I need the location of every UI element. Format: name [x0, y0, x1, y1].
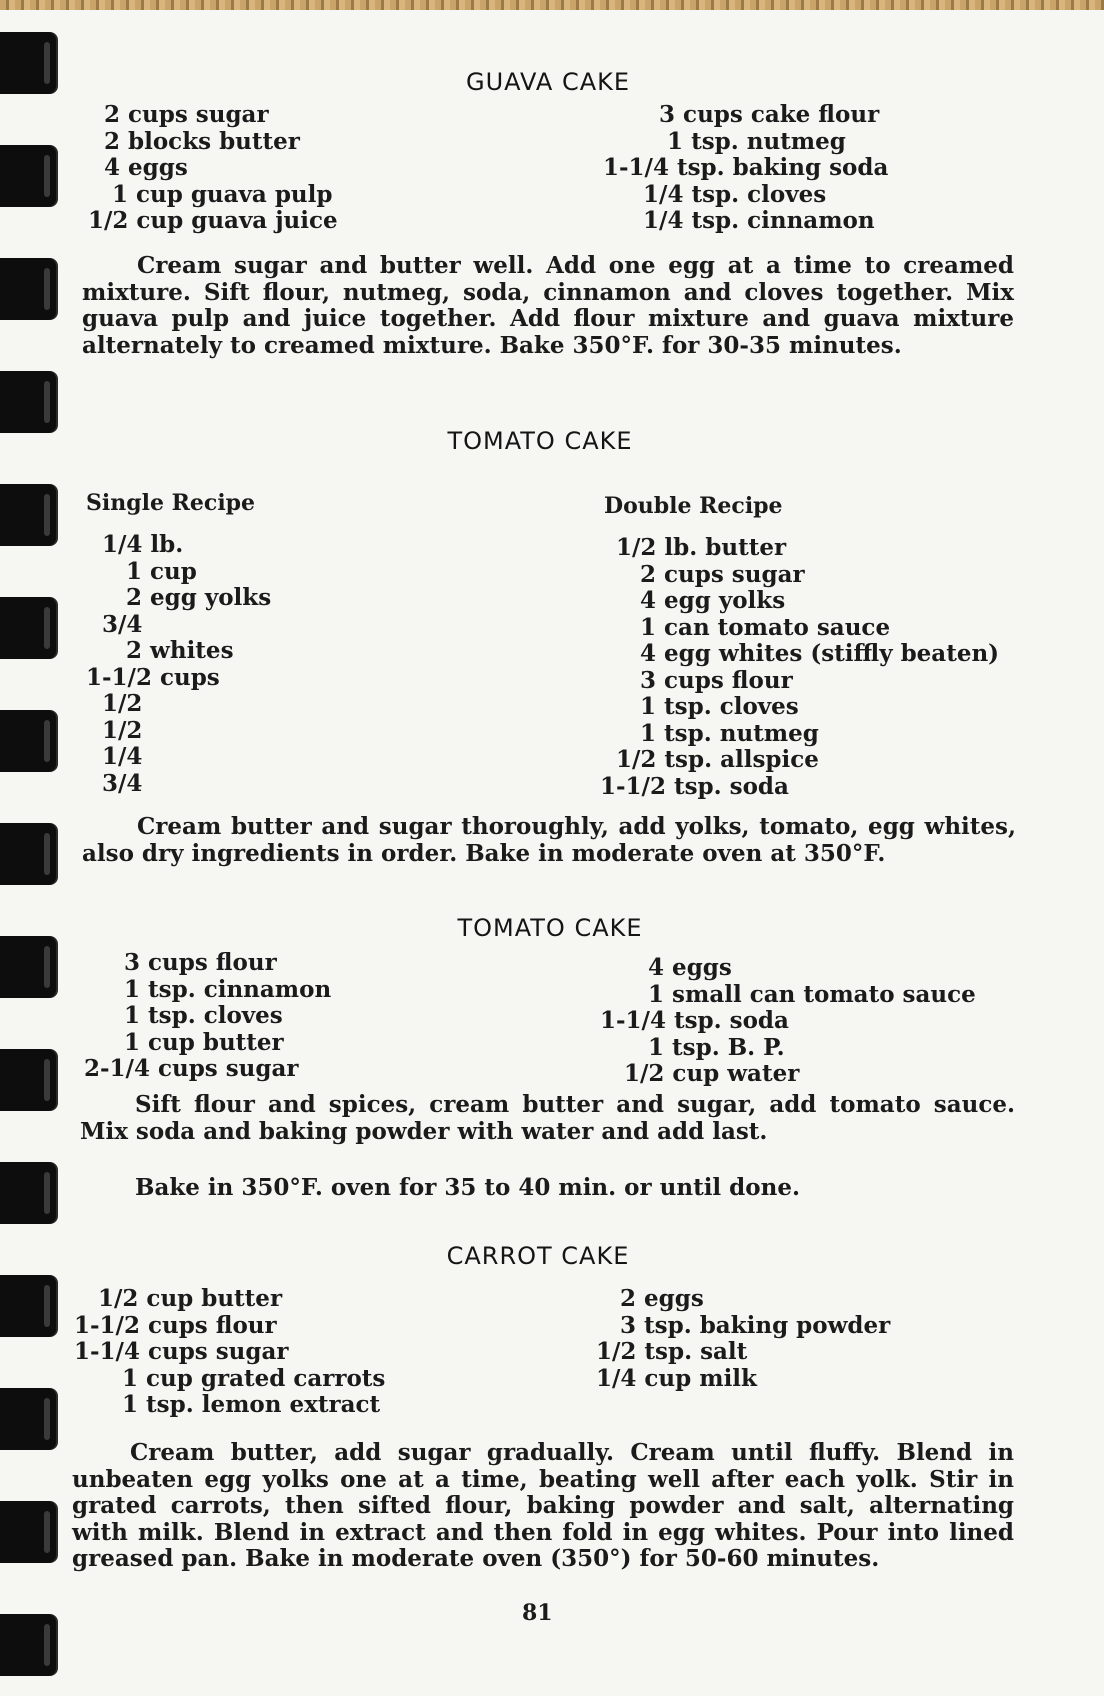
ingredient-item: 3 cups flour — [84, 949, 277, 976]
ingredient-item: 4 egg whites (stiffly beaten) — [600, 640, 1000, 667]
page-number: 81 — [522, 1600, 553, 1626]
ingredient-item: 3 cups flour — [600, 666, 793, 694]
ingredient-list-left — [84, 950, 331, 1083]
ingredient-item: 1 can tomato sauce — [600, 613, 891, 641]
ingredient-item: 1 tsp. nutmeg — [603, 127, 846, 155]
recipe-instructions: Sift flour and spices, cream butter and sugar, add tomato sauce. Mix soda and baking powder with water and add last. — [80, 1091, 1015, 1145]
ingredient-item: 1 tsp. cloves — [600, 693, 799, 720]
ingredient-item: 2 blocks butter — [88, 127, 300, 155]
ingredient-item: 4 eggs — [88, 154, 188, 181]
ingredient-item: 1-1/4 cups sugar — [74, 1338, 289, 1365]
ingredient-list-left — [88, 102, 338, 235]
ingredient-item: 1 cup grated carrots — [74, 1364, 386, 1392]
recipe-title: TOMATO CAKE — [457, 914, 643, 942]
ingredient-item: 1/2 — [86, 690, 143, 717]
single-ingredient-list — [86, 532, 271, 797]
ingredient-item: 4 egg yolks — [600, 587, 786, 614]
recipe-title: CARROT CAKE — [446, 1242, 630, 1270]
ingredient-item: 3 cups cake flour — [603, 101, 880, 128]
ingredient-item: 1-1/4 tsp. soda — [600, 1007, 789, 1034]
ingredient-item: 2 eggs — [596, 1285, 704, 1312]
double-recipe-label: Double Recipe — [604, 493, 783, 519]
ingredient-item: 1 tsp. lemon extract — [74, 1391, 381, 1418]
ingredient-item: 1-1/4 tsp. baking soda — [603, 154, 889, 181]
ingredient-item: 1 tsp. nutmeg — [600, 719, 819, 747]
ingredient-item: 1/2 tsp. allspice — [600, 746, 819, 773]
recipe-instructions: Cream butter and sugar thoroughly, add yolks, tomato, egg whites, also dry ingredients in order. Bake in moderate oven at 350°F. — [82, 813, 1016, 867]
recipe-instructions: Cream sugar and butter well. Add one egg at a time to creamed mixture. Sift flour, nutmeg, soda, cinnamon and cloves together. Mix guava pulp and juice together. Add flour mixture and guava mixture alternately to creamed mixture. Bake 350°F. for 30-35 minutes. — [82, 252, 1014, 359]
ingredient-list-right — [596, 1286, 890, 1392]
single-recipe-label: Single Recipe — [86, 490, 256, 516]
ingredient-item: 2 egg yolks — [86, 584, 272, 611]
ingredient-list-left — [74, 1286, 385, 1419]
ingredient-item: 4 eggs — [600, 954, 732, 981]
ingredient-item: 1/4 tsp. cloves — [603, 180, 827, 208]
ingredient-list-right — [600, 955, 976, 1088]
recipe-instructions: Cream butter, add sugar gradually. Cream until fluffy. Blend in unbeaten egg yolks one at a time, beating well after each yolk. Stir in grated carrots, then sifted flour, baking powder and salt, alternating with milk. Blend in extract and then fold in egg whites. Pour into lined greased pan. Bake in moderate oven (350°) for 50-60 minutes. — [72, 1439, 1014, 1572]
recipe-title: TOMATO CAKE — [447, 427, 633, 455]
ingredient-item: 1/2 cup water — [600, 1060, 800, 1087]
ingredient-item: 2 whites — [86, 637, 234, 664]
ingredient-item: 1 small can tomato sauce — [600, 980, 976, 1008]
ingredient-item: 1-1/2 cups flour — [74, 1311, 277, 1339]
ingredient-item: 1 cup butter — [84, 1028, 284, 1056]
ingredient-item: 1/2 cup guava juice — [88, 207, 338, 234]
ingredient-item: 1/4 lb. — [86, 531, 184, 558]
bake-note: Bake in 350°F. oven for 35 to 40 min. or until done. — [135, 1174, 800, 1201]
ingredient-item: 1 cup — [86, 557, 197, 585]
ingredient-item: 1/2 tsp. salt — [596, 1338, 748, 1365]
ingredient-item: 1 cup guava pulp — [88, 180, 333, 208]
ingredient-item: 1/2 — [86, 716, 143, 744]
ingredient-item: 3/4 — [86, 769, 143, 797]
ingredient-item: 1/4 tsp. cinnamon — [603, 207, 875, 234]
ingredient-item: 2-1/4 cups sugar — [84, 1055, 299, 1082]
ingredient-item: 1 tsp. cloves — [84, 1002, 283, 1029]
ingredient-item: 1/4 — [86, 743, 143, 770]
double-ingredient-list — [600, 535, 999, 800]
ingredient-list-right — [603, 102, 888, 235]
ingredient-item: 1 tsp. cinnamon — [84, 975, 332, 1003]
ingredient-item: 3/4 — [86, 610, 143, 638]
ingredient-item: 1/2 lb. butter — [600, 534, 787, 561]
ingredient-item: 1-1/2 tsp. soda — [600, 772, 789, 800]
ingredient-item: 2 cups sugar — [600, 560, 805, 588]
ingredient-item: 2 cups sugar — [88, 101, 269, 128]
ingredient-item: 1/4 cup milk — [596, 1364, 757, 1392]
ingredient-item: 1 tsp. B. P. — [600, 1033, 785, 1061]
ingredient-item: 1/2 cup butter — [74, 1285, 283, 1312]
recipe-title: GUAVA CAKE — [465, 68, 631, 96]
ingredient-item: 3 tsp. baking powder — [596, 1311, 891, 1339]
ingredient-item: 1-1/2 cups — [86, 663, 220, 691]
